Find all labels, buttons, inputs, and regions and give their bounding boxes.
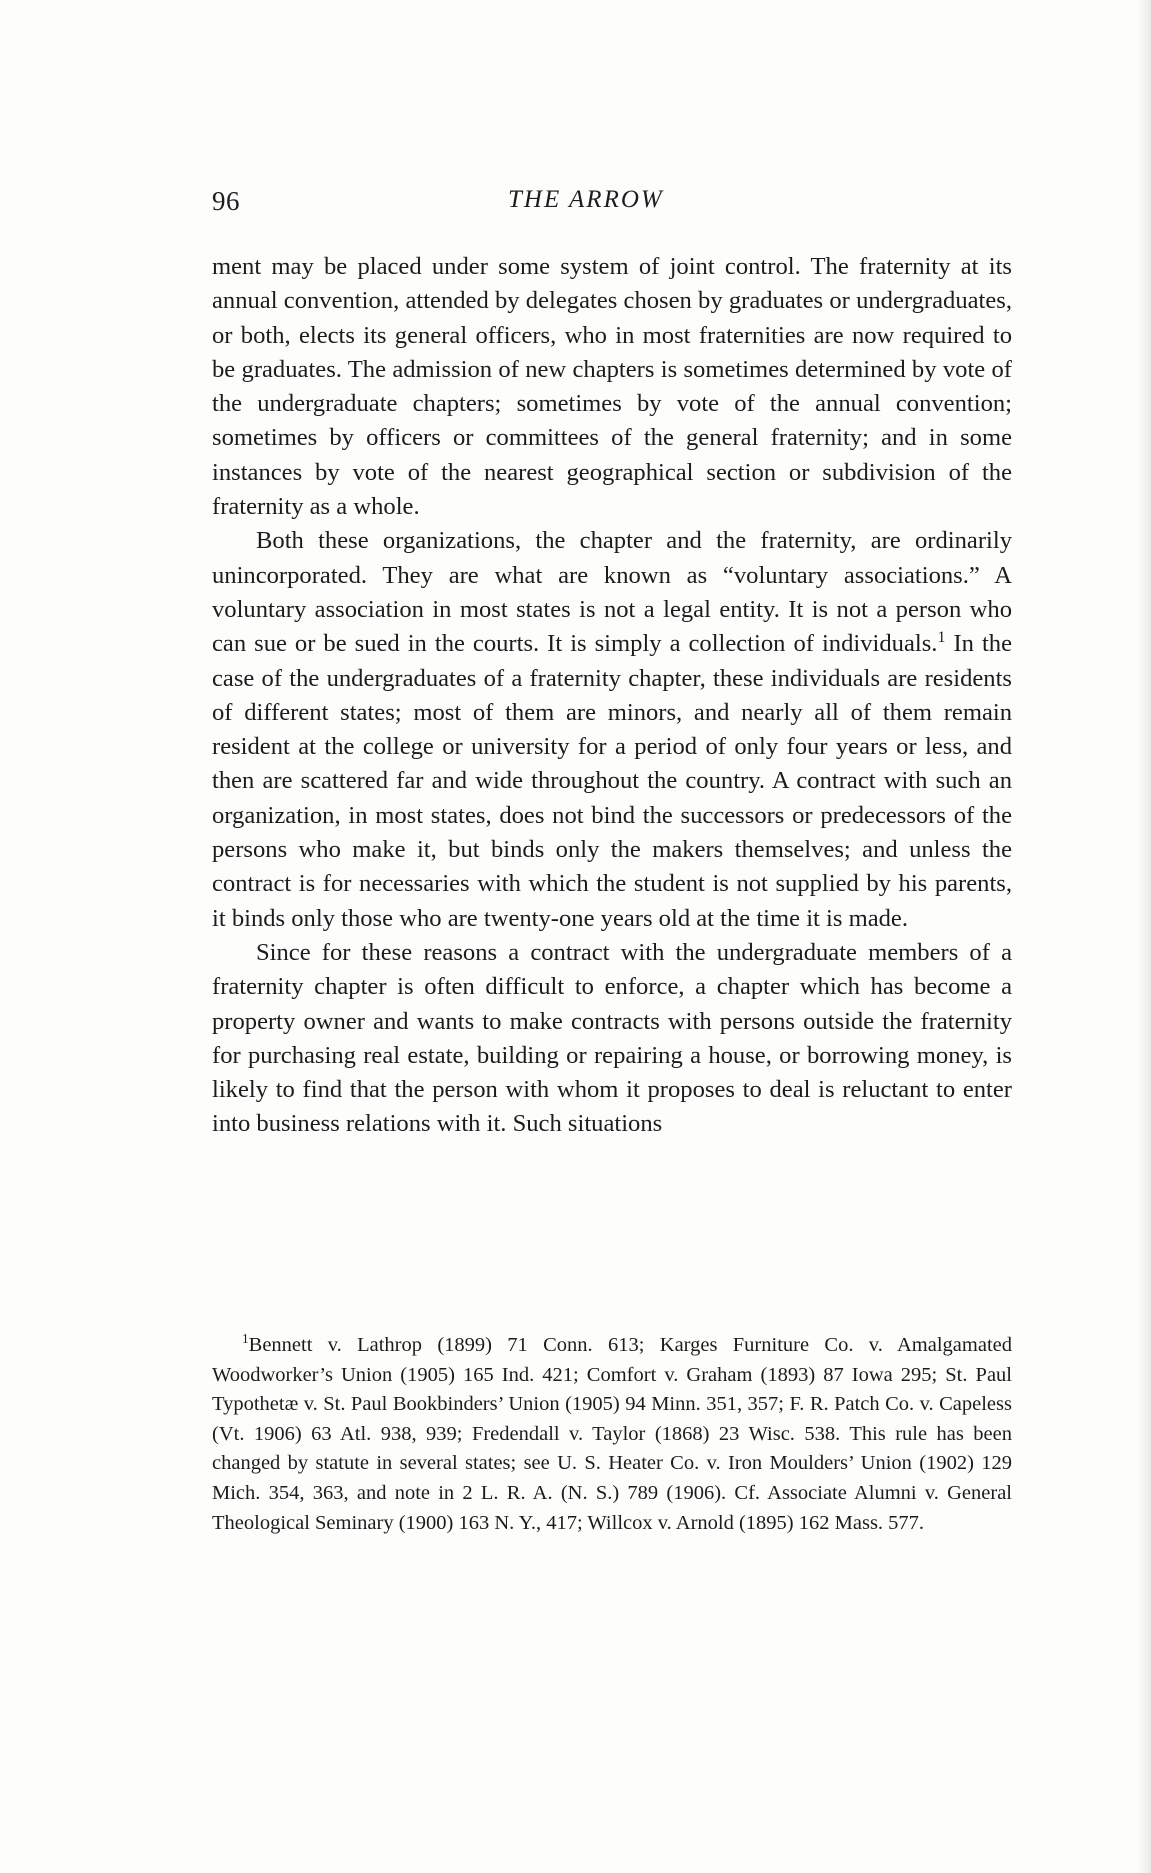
paragraph-3: Since for these reasons a contract with the undergraduate members of a fraternity chapter is often difficult to enforce, a chapter which has become a property owner and wants to make contracts with persons outside the fraternity for purchasing real estate, building or repairing a house, or borrowing money, is likely to find that the person with whom it proposes to deal is reluctant to enter into business relations with it. Such situations xyxy=(212,938,1012,1138)
page-header xyxy=(212,186,1012,226)
footnotes xyxy=(212,1331,1012,1538)
running-title: THE ARROW xyxy=(508,186,664,213)
paragraph-1: ment may be placed under some system of joint control. The fraternity at its annual convention, attended by delegates chosen by graduates or undergraduates, or both, elects its general officers, who in most fraternities are now required to be graduates. The admission of new chapters is sometimes determined by vote of the undergraduate chapters; sometimes by vote of the annual convention; sometimes by officers or committees of the general fraternity; and in some instances by vote of the nearest geographical section or subdivision of the fraternity as a whole. xyxy=(212,253,1012,521)
main-text xyxy=(212,250,1012,1142)
footnote-text: Bennett v. Lathrop (1899) 71 Conn. 613; Karges Furniture Co. v. Amalgamated Woodworker’s Union (1905) 165 Ind. 421; Comfort v. Graham (1893) 87 Iowa 295; St. Paul Typothetæ v. St. Paul Bookbinders’ Union (1905) 94 Minn. 351, 357; F. R. Patch Co. v. Capeless (Vt. 1906) 63 Atl. 938, 939; Fredendall v. Taylor (1868) 23 Wisc. 538. This rule has been changed by statute in several states; see U. S. Heater Co. v. Iron Moulders’ Union (1902) 129 Mich. 354, 363, and note in 2 L. R. A. (N. S.) 789 (1906). Cf. Associate Alumni v. General Theological Seminary (1900) 163 N. Y., 417; Willcox v. Arnold (1895) 162 Mass. 577. xyxy=(212,1334,1012,1534)
page-edge-shadow xyxy=(1137,0,1151,1873)
page-number: 96 xyxy=(212,186,240,216)
footnote-1 xyxy=(212,1331,1012,1538)
footnote-marker: 1 xyxy=(242,1331,249,1347)
paragraph-2 xyxy=(212,524,1012,936)
paragraph-2-part-b: In the case of the undergraduates of a fraternity chapter, these individuals are residents of different states; most of them are minors, and nearly all of them remain resident at the college or university for a period of only four years or less, and then are scattered far and wide throughout the country. A contract with such an organization, in most states, does not bind the successors or predecessors of the persons who make it, but binds only the makers themselves; and unless the contract is for necessaries with which the student is not supplied by his parents, it binds only those who are twenty-one years old at the time it is made. xyxy=(212,630,1012,932)
paragraph-2-part-a: Both these organizations, the chapter and the fraternity, are ordinarily unincorporated. They are what are known as “voluntary associations.” A voluntary association in most states is not a legal entity. It is not a person who can sue or be sued in the courts. It is simply a collection of individuals. xyxy=(212,527,1012,658)
footnote-reference-marker: 1 xyxy=(937,629,946,647)
